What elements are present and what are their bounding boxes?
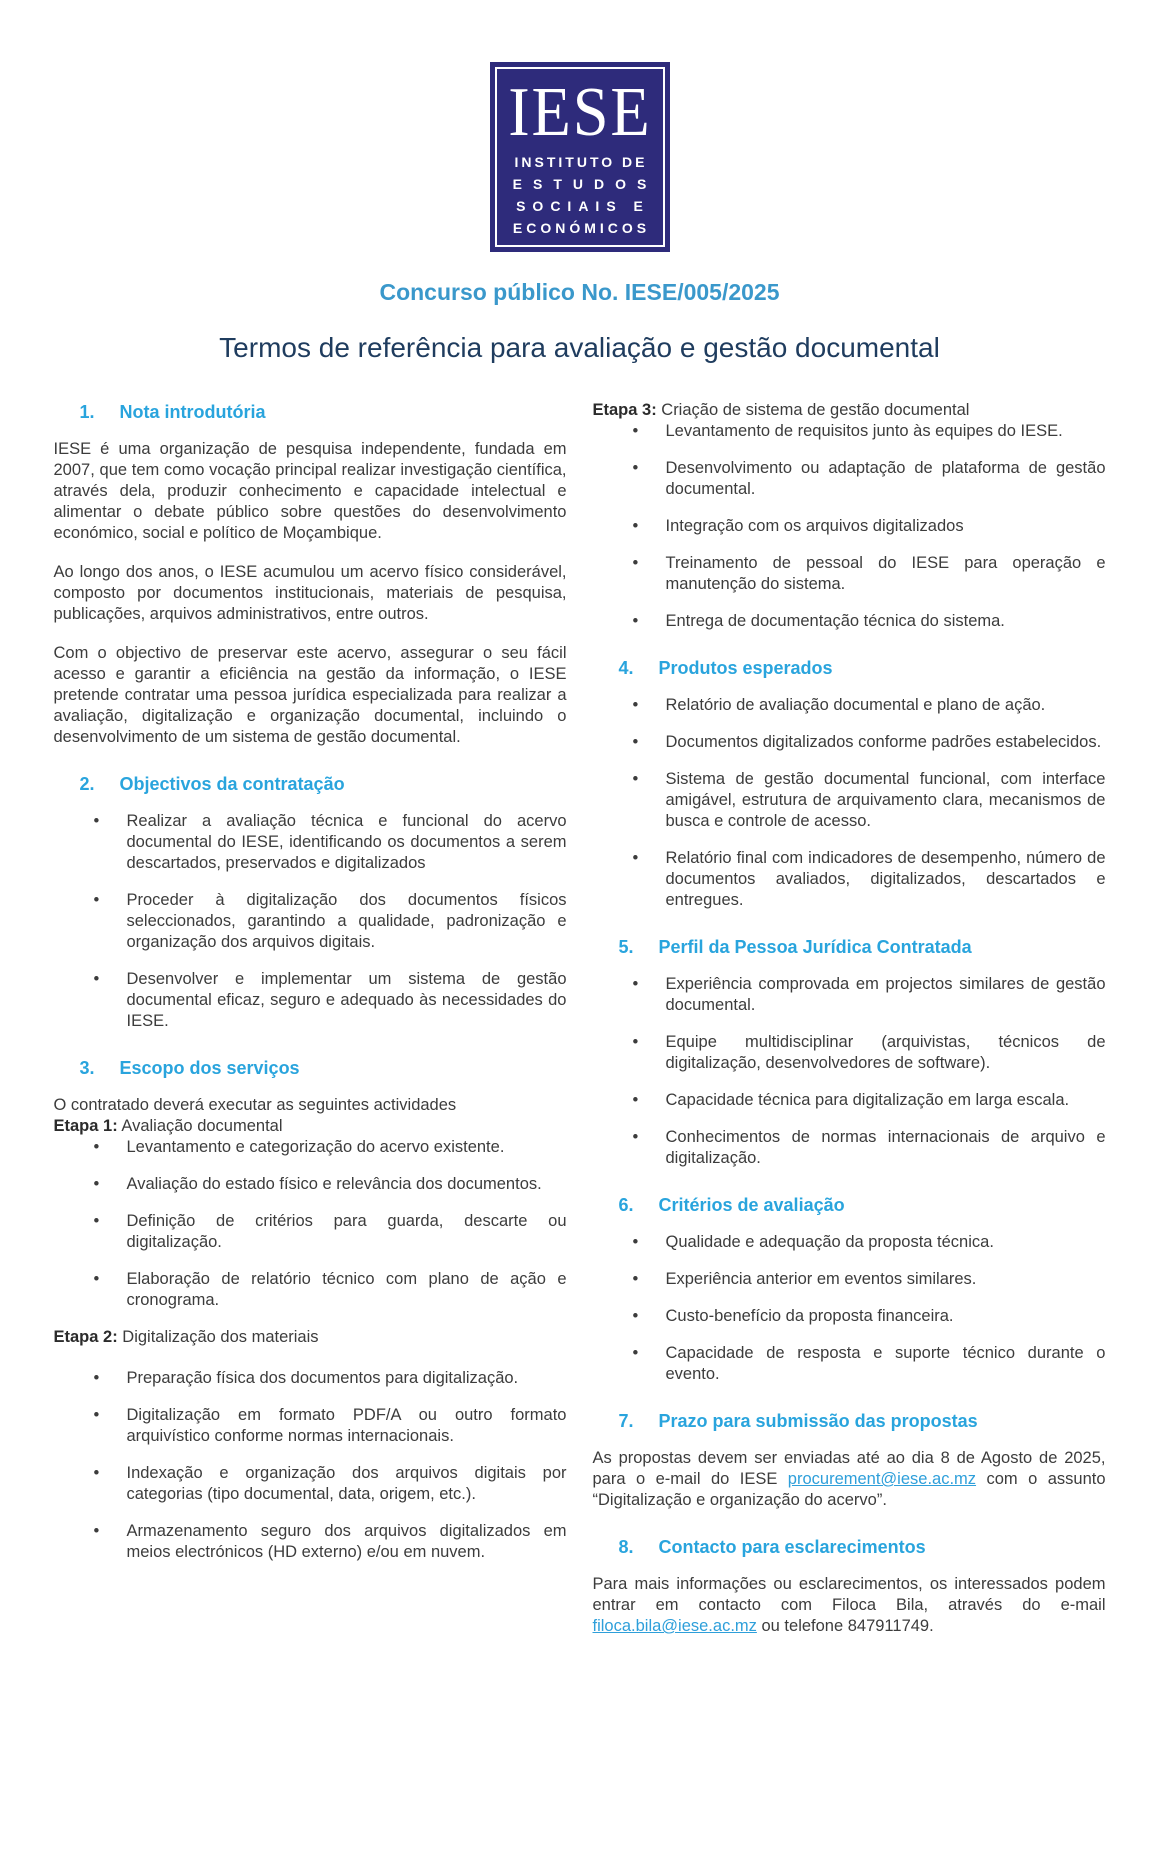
heading-number: 2. xyxy=(79,774,95,794)
logo-line-2: ESTUDOS xyxy=(512,176,658,192)
etapa-3-line xyxy=(593,400,1106,421)
heading-label: Produtos esperados xyxy=(658,658,833,678)
bullet-item: • Experiência anterior em eventos similares. xyxy=(633,1269,1106,1290)
heading-number: 5. xyxy=(618,937,634,957)
iese-logo-frame xyxy=(495,67,665,247)
bullet-item: • Realizar a avaliação técnica e funcional do acervo documental do IESE, identificando os documentos a serem descartados, preservados e digitalizados xyxy=(94,811,567,874)
section-heading-1 xyxy=(54,402,567,423)
bullet-item: • Relatório de avaliação documental e plano de ação. xyxy=(633,695,1106,716)
tender-number-title: Concurso público No. IESE/005/2025 xyxy=(379,279,780,305)
products-list xyxy=(593,695,1106,911)
section-heading-2 xyxy=(54,774,567,795)
logo-line-3: SOCIAIS E xyxy=(516,198,650,214)
bullet-item: • Levantamento de requisitos junto às equipes do IESE. xyxy=(633,421,1106,442)
contact-text-post: ou telefone 847911749. xyxy=(756,1617,934,1635)
etapa-label: Etapa 2: xyxy=(53,1328,118,1346)
bullet-item: • Proceder à digitalização dos documentos físicos seleccionados, garantindo a qualidade, padronização e organização dos arquivos digitais. xyxy=(94,890,567,953)
etapa-text: Criação de sistema de gestão documental xyxy=(656,401,970,419)
section-heading-6 xyxy=(593,1195,1106,1216)
iese-logo xyxy=(490,62,670,252)
bullet-item: • Relatório final com indicadores de desempenho, número de documentos avaliados, digitalizados, descartados e entregues. xyxy=(633,848,1106,911)
section-heading-8 xyxy=(593,1537,1106,1558)
etapa-3-list xyxy=(593,421,1106,632)
section-heading-3 xyxy=(54,1058,567,1079)
objectives-list xyxy=(54,811,567,1032)
etapa-text: Avaliação documental xyxy=(117,1117,283,1135)
heading-number: 6. xyxy=(618,1195,634,1215)
intro-paragraph-1: IESE é uma organização de pesquisa independente, fundada em 2007, que tem como vocação principal realizar investigação científica, através dela, produzir conhecimento e capacidade intelectual e alimentar o debate público sobre questões do desenvolvimento económico, social e político de Moçambique. xyxy=(53,440,567,542)
etapa-2-list xyxy=(54,1368,567,1563)
right-column xyxy=(593,400,1106,1655)
bullet-item: • Armazenamento seguro dos arquivos digitalizados em meios electrónicos (HD externo) e/ou em nuvem. xyxy=(94,1521,567,1563)
heading-number: 4. xyxy=(618,658,634,678)
heading-number: 3. xyxy=(79,1058,95,1078)
deadline-text-pre: As propostas devem ser enviadas até ao dia 8 de Agosto de 2025, para o e-mail do IESE xyxy=(592,1449,1106,1488)
heading-label: Escopo dos serviços xyxy=(119,1058,300,1078)
bullet-item: • Experiência comprovada em projectos similares de gestão documental. xyxy=(633,974,1106,1016)
heading-number: 7. xyxy=(618,1411,634,1431)
bullet-item: • Levantamento e categorização do acervo existente. xyxy=(94,1137,567,1158)
bullet-item: • Custo-benefício da proposta financeira. xyxy=(633,1306,1106,1327)
heading-label: Nota introdutória xyxy=(119,402,266,422)
bullet-item: • Qualidade e adequação da proposta técnica. xyxy=(633,1232,1106,1253)
bullet-item: • Sistema de gestão documental funcional, com interface amigável, estrutura de arquivamento clara, mecanismos de busca e controle de acesso. xyxy=(633,769,1106,832)
scope-intro: O contratado deverá executar as seguintes actividades xyxy=(53,1096,457,1114)
contact-text-pre: Para mais informações ou esclarecimentos, os interessados podem entrar em contacto com Filoca Bila, através do e-mail xyxy=(592,1575,1106,1614)
heading-label: Critérios de avaliação xyxy=(658,1195,845,1215)
etapa-1-line xyxy=(54,1116,567,1137)
contact-paragraph xyxy=(593,1574,1106,1637)
logo-acronym: IESE xyxy=(507,74,652,151)
etapa-label: Etapa 3: xyxy=(592,401,657,419)
bullet-item: • Entrega de documentação técnica do sistema. xyxy=(633,611,1106,632)
contact-email-link[interactable]: filoca.bila@iese.ac.mz xyxy=(592,1617,757,1635)
etapa-1-list xyxy=(54,1137,567,1311)
left-column xyxy=(54,400,567,1579)
heading-label: Objectivos da contratação xyxy=(119,774,345,794)
section-heading-4 xyxy=(593,658,1106,679)
bullet-item: • Elaboração de relatório técnico com plano de ação e cronograma. xyxy=(94,1269,567,1311)
heading-label: Contacto para esclarecimentos xyxy=(658,1537,926,1557)
bullet-item: • Treinamento de pessoal do IESE para operação e manutenção do sistema. xyxy=(633,553,1106,595)
document-header xyxy=(0,62,1159,364)
two-column-body xyxy=(54,400,1106,1655)
bullet-item: • Conhecimentos de normas internacionais de arquivo e digitalização. xyxy=(633,1127,1106,1169)
bullet-item: • Capacidade de resposta e suporte técnico durante o evento. xyxy=(633,1343,1106,1385)
bullet-item: • Desenvolver e implementar um sistema de gestão documental eficaz, seguro e adequado às necessidades do IESE. xyxy=(94,969,567,1032)
bullet-item: • Desenvolvimento ou adaptação de plataforma de gestão documental. xyxy=(633,458,1106,500)
criteria-list xyxy=(593,1232,1106,1385)
bullet-item: • Capacidade técnica para digitalização em larga escala. xyxy=(633,1090,1106,1111)
etapa-text: Digitalização dos materiais xyxy=(117,1328,319,1346)
profile-list xyxy=(593,974,1106,1169)
bullet-item: • Preparação física dos documentos para digitalização. xyxy=(94,1368,567,1389)
heading-number: 8. xyxy=(618,1537,634,1557)
bullet-item: • Integração com os arquivos digitalizados xyxy=(633,516,1106,537)
page-title: Termos de referência para avaliação e gestão documental xyxy=(219,332,940,363)
bullet-item: • Avaliação do estado físico e relevância dos documentos. xyxy=(94,1174,567,1195)
bullet-item: • Definição de critérios para guarda, descarte ou digitalização. xyxy=(94,1211,567,1253)
etapa-2-line xyxy=(54,1327,567,1348)
logo-line-1: INSTITUTO DE xyxy=(514,154,648,170)
heading-label: Prazo para submissão das propostas xyxy=(658,1411,978,1431)
intro-paragraph-2: Ao longo dos anos, o IESE acumulou um acervo físico considerável, composto por documentos institucionais, materiais de pesquisa, publicações, arquivos administrativos, entre outros. xyxy=(53,563,567,623)
heading-number: 1. xyxy=(79,402,95,422)
intro-paragraph-3: Com o objectivo de preservar este acervo, assegurar o seu fácil acesso e garantir a eficiência na gestão da informação, o IESE pretende contratar uma pessoa jurídica especializada para realizar a avaliação, digitalização e organização documental, incluindo o desenvolvimento de um sistema de gestão documental. xyxy=(53,644,567,746)
section-heading-7 xyxy=(593,1411,1106,1432)
heading-label: Perfil da Pessoa Jurídica Contratada xyxy=(658,937,972,957)
deadline-text-post: com o assunto “Digitalização e organização do acervo”. xyxy=(592,1470,1106,1509)
deadline-paragraph xyxy=(593,1448,1106,1511)
bullet-item: • Digitalização em formato PDF/A ou outro formato arquivístico conforme normas internacionais. xyxy=(94,1405,567,1447)
bullet-item: • Documentos digitalizados conforme padrões estabelecidos. xyxy=(633,732,1106,753)
bullet-item: • Equipe multidisciplinar (arquivistas, técnicos de digitalização, desenvolvedores de software). xyxy=(633,1032,1106,1074)
etapa-label: Etapa 1: xyxy=(53,1117,118,1135)
procurement-email-link[interactable]: procurement@iese.ac.mz xyxy=(787,1470,977,1488)
bullet-item: • Indexação e organização dos arquivos digitais por categorias (tipo documental, data, origem, etc.). xyxy=(94,1463,567,1505)
section-heading-5 xyxy=(593,937,1106,958)
logo-line-4: ECONÓMICOS xyxy=(512,220,651,236)
